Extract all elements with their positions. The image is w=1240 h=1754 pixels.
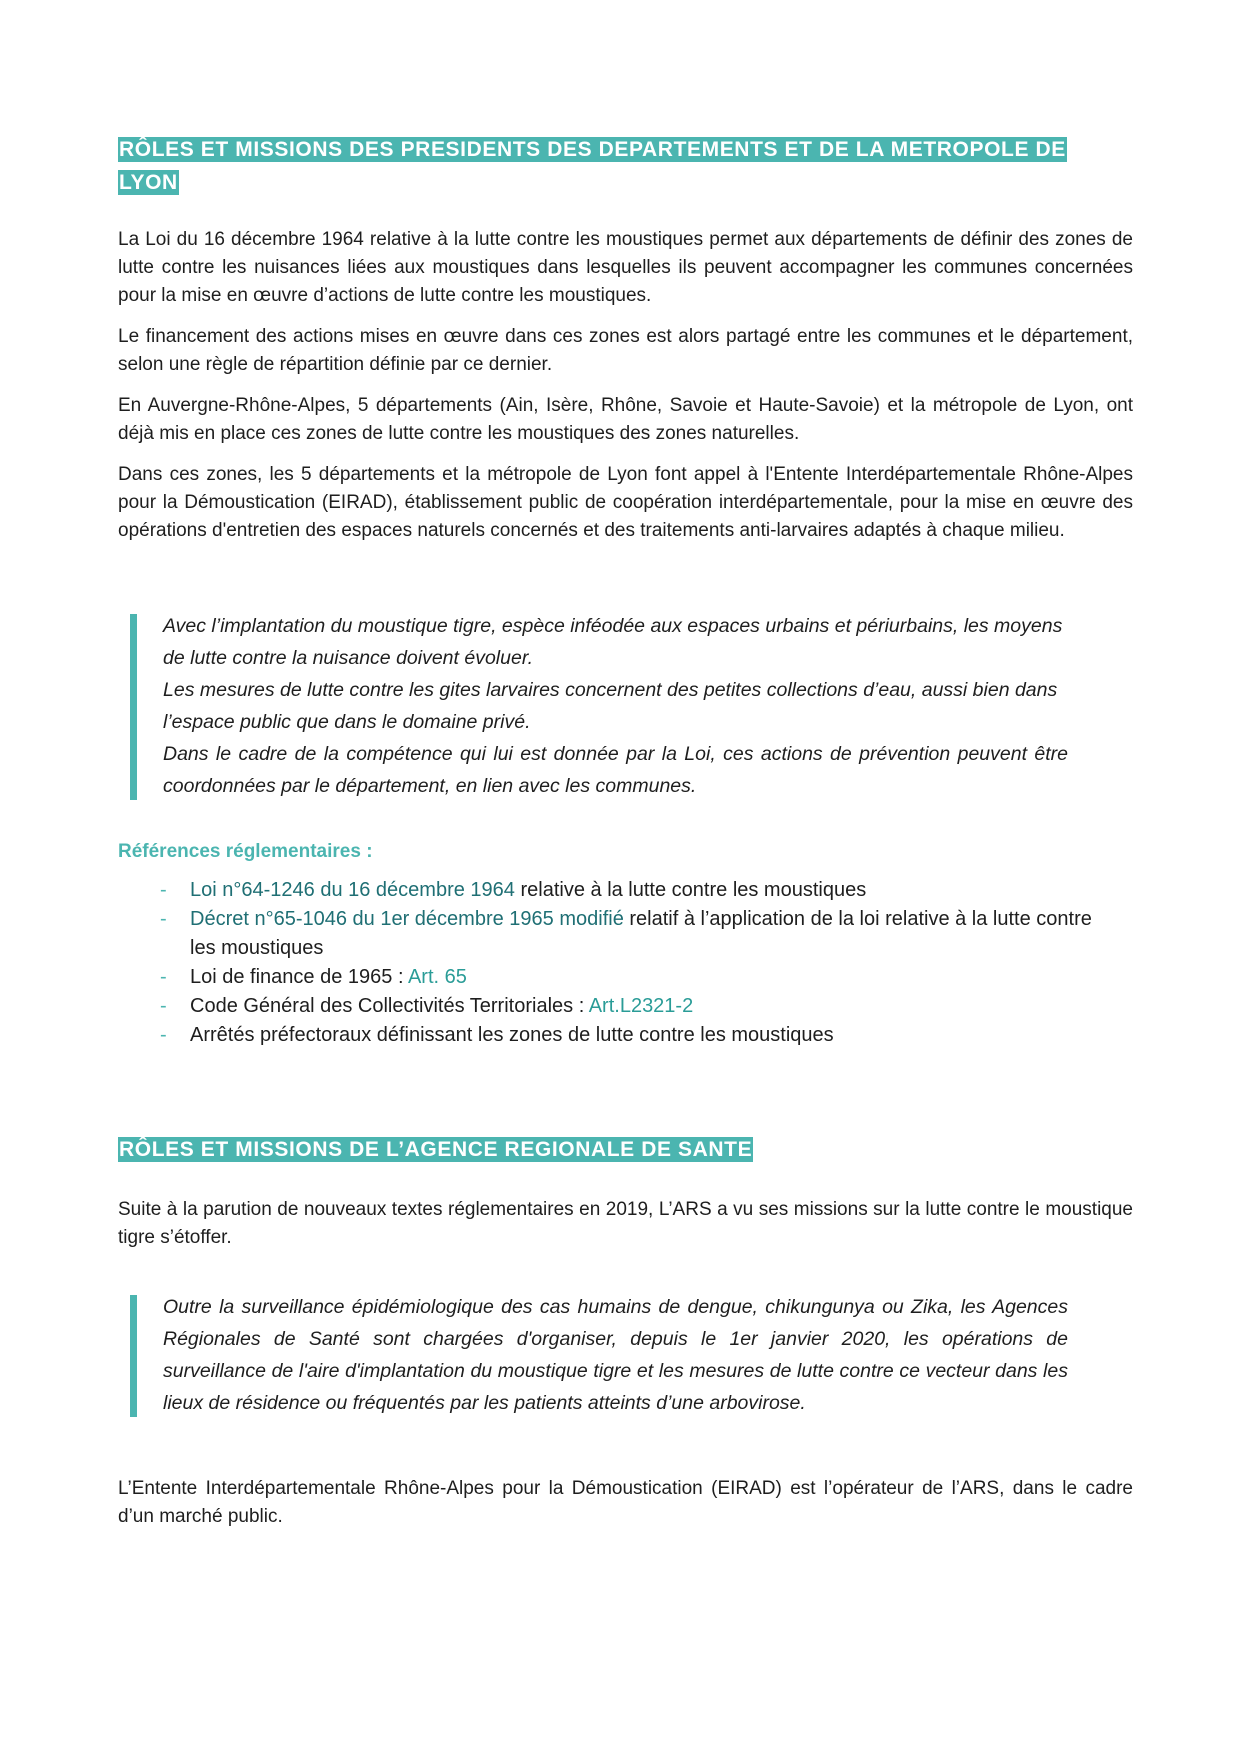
paragraph: Suite à la parution de nouveaux textes réglementaires en 2019, L’ARS a vu ses missions sur la lutte contre le moustique tigre s’étoffer. xyxy=(118,1199,1133,1248)
reference-link[interactable]: Art. 65 xyxy=(407,966,467,988)
section-ars xyxy=(118,1133,1133,1265)
quote-accent-bar xyxy=(130,1295,137,1417)
closing-block xyxy=(118,1475,1133,1544)
quote-line: Avec l’implantation du moustique tigre, espèce inféodée aux espaces urbains et périurbains, les moyens de lutte contre la nuisance doivent évoluer. xyxy=(163,615,1063,669)
paragraph: Le financement des actions mises en œuvre dans ces zones est alors partagé entre les communes et le département, selon une règle de répartition définie par ce dernier. xyxy=(118,326,1133,375)
reference-text: Code Général des Collectivités Territoriales : xyxy=(190,995,589,1017)
reference-item xyxy=(160,876,1120,905)
quote-accent-bar xyxy=(130,614,137,800)
blockquote xyxy=(130,610,1068,802)
paragraph: En Auvergne-Rhône-Alpes, 5 départements (Ain, Isère, Rhône, Savoie et Haute-Savoie) et la métropole de Lyon, ont déjà mis en place ces zones de lutte contre les moustiques des zones naturelles. xyxy=(118,395,1133,444)
reference-text: relative à la lutte contre les moustiques xyxy=(514,879,867,901)
section-departements xyxy=(118,133,1133,558)
dash-bullet: - xyxy=(160,879,167,901)
dash-bullet: - xyxy=(160,908,167,930)
reference-text: relatif à l’application de la loi relative à la lutte contre les moustiques xyxy=(190,908,1092,959)
section-heading-wrap xyxy=(118,133,1098,199)
reference-link[interactable]: Art.L2321-2 xyxy=(588,995,694,1017)
paragraph: Dans ces zones, les 5 départements et la métropole de Lyon font appel à l'Entente Interdépartementale Rhône-Alpes pour la Démoustication (EIRAD), établissement public de coopération interdépartementale, pour la mise en œuvre des opérations d'entretien des espaces naturels concernés et des traitements anti-larvaires adaptés à chaque milieu. xyxy=(118,464,1133,541)
section-heading: RÔLES ET MISSIONS DE L’AGENCE REGIONALE DE SANTE xyxy=(119,1138,753,1161)
dash-bullet: - xyxy=(160,1024,167,1046)
dash-bullet: - xyxy=(160,966,167,988)
quote-block-tigre xyxy=(118,610,1133,802)
quote-text: Outre la surveillance épidémiologique des cas humains de dengue, chikungunya ou Zika, les Agences Régionales de Santé sont chargées d'organiser, depuis le 1er janvier 2020, les opérations de surveillance de l'aire d'implantation du moustique tigre et les mesures de lutte contre ce vecteur dans les lieux de résidence ou fréquentés par les patients atteints d’une arbovirose. xyxy=(163,1296,1068,1414)
section-heading-wrap xyxy=(118,1133,1098,1166)
reference-link[interactable]: Décret n°65-1046 du 1er décembre 1965 modifié xyxy=(190,908,624,930)
reference-text: Loi de finance de 1965 : xyxy=(190,966,408,988)
reference-item xyxy=(160,963,1120,992)
paragraph: L’Entente Interdépartementale Rhône-Alpes pour la Démoustication (EIRAD) est l’opérateur de l’ARS, dans le cadre d’un marché public. xyxy=(118,1478,1133,1527)
reference-text: Arrêtés préfectoraux définissant les zones de lutte contre les moustiques xyxy=(190,1024,834,1046)
reference-link[interactable]: Loi n°64-1246 du 16 décembre 1964 xyxy=(190,879,515,901)
paragraph: La Loi du 16 décembre 1964 relative à la lutte contre les moustiques permet aux départements de définir des zones de lutte contre les nuisances liées aux moustiques dans lesquelles ils peuvent accompagner les communes concernées pour la mise en œuvre d’actions de lutte contre les moustiques. xyxy=(118,229,1133,306)
quote-line: Dans le cadre de la compétence qui lui est donnée par la Loi, ces actions de prévention peuvent être coordonnées par le département, en lien avec les communes. xyxy=(163,743,1068,797)
blockquote xyxy=(130,1291,1068,1419)
quote-block-ars xyxy=(118,1291,1133,1419)
reference-item xyxy=(160,992,1120,1021)
reference-item xyxy=(160,1021,1120,1050)
references-block xyxy=(118,838,1133,1050)
section-heading: RÔLES ET MISSIONS DES PRESIDENTS DES DEPARTEMENTS ET DE LA METROPOLE DE LYON xyxy=(119,138,1066,194)
references-title: Références réglementaires : xyxy=(118,841,373,862)
reference-item xyxy=(160,905,1120,963)
references-list xyxy=(118,876,1120,1050)
dash-bullet: - xyxy=(160,995,167,1017)
quote-line: Les mesures de lutte contre les gites larvaires concernent des petites collections d’eau, aussi bien dans l’espace public que dans le domaine privé. xyxy=(163,679,1058,733)
